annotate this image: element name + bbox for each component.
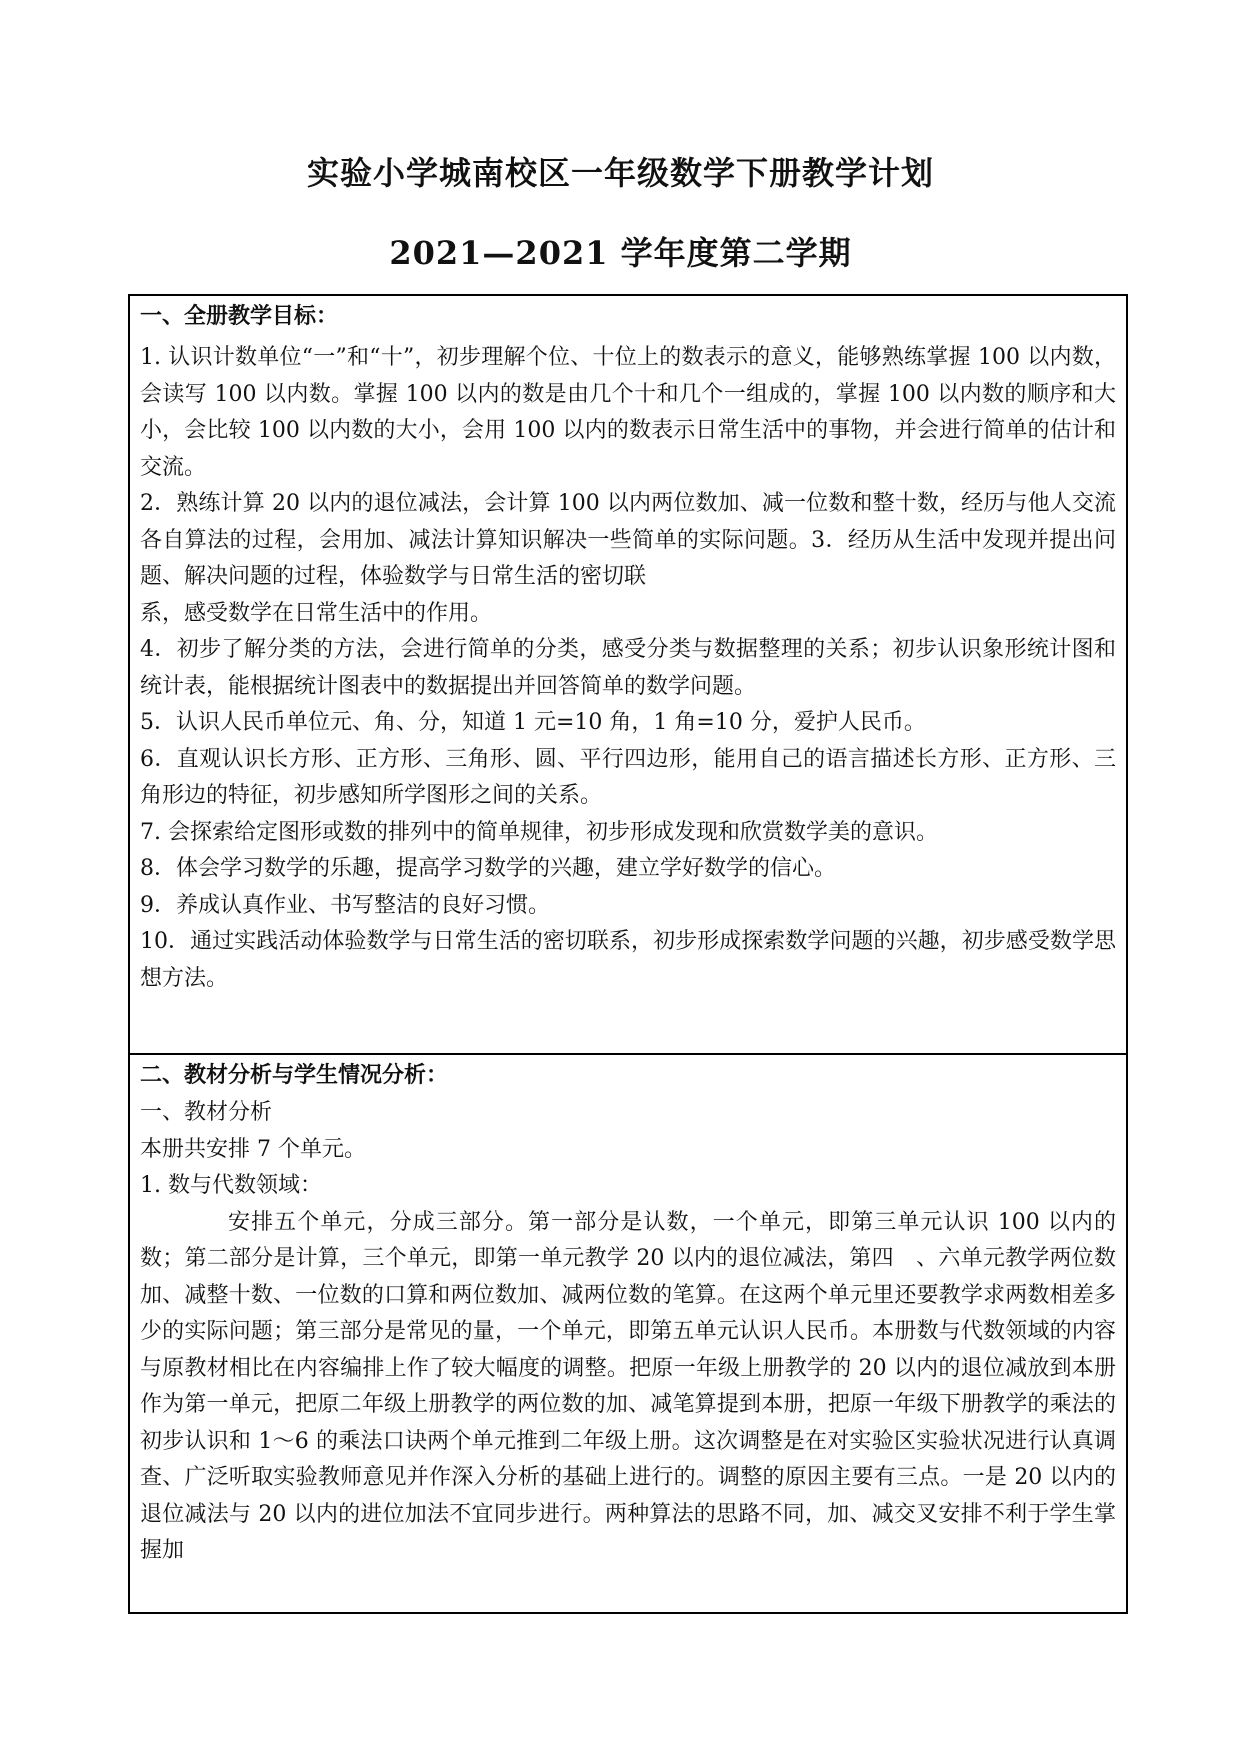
goal-item: 7. 会探索给定图形或数的排列中的简单规律，初步形成发现和欣赏数学美的意识。 <box>140 819 938 845</box>
goal-item: 9．养成认真作业、书写整洁的良好习惯。 <box>140 892 550 918</box>
goal-item: 系，感受数学在日常生活中的作用。 <box>140 600 493 626</box>
subsection-title: 一、教材分析 <box>140 1100 273 1125</box>
analysis-heading: 二、教材分析与学生情况分析： <box>140 1062 449 1088</box>
goal-item: 10．通过实践活动体验数学与日常生活的密切联系，初步形成探索数学问题的兴趣，初步感受数学思想方法。 <box>140 929 1116 991</box>
analysis-section <box>130 1055 1126 1612</box>
analysis-body: 安排五个单元，分成三部分。第一部分是认数，一个单元，即第三单元认识 100 以内的数；第二部分是计算，三个单元，即第一单元教学 20 以内的退位减法，第四 、六单元教学两位数加、减整十数、一位数的口算和两位数加、减两位数的笔算。在这两个单元里还要教学求两数相差多少的实际问题；第三部分是常见的量，一个单元，即第五单元认识人民币。本册数与代数领域的内容与原教材相比在内容编排上作了较大幅度的调整。把原一年级上册教学的 20 以内的退位减放到本册作为第一单元，把原二年级上册教学的两位数的加、减笔算提到本册，把原一年级下册教学的乘法的初步认识和 1～6 的乘法口诀两个单元推到二年级上册。这次调整是在对实验区实验状况进行认真调查、广泛听取实验教师意见并作深入分析的基础上进行的。调整的原因主要有三点。一是 20 以内的退位减法与 20 以内的进位加法不宜同步进行。两种算法的思路不同，加、减交叉安排不利于学生掌握加 <box>140 1209 1116 1563</box>
goals-section <box>130 296 1126 1055</box>
unit-count: 本册共安排 7 个单元。 <box>140 1136 366 1162</box>
goal-item: 2．熟练计算 20 以内的退位减法，会计算 100 以内两位数加、减一位数和整十数，经历与他人交流各自算法的过程，会用加、减法计算知识解决一些简单的实际问题。3．经历从生活中发现并提出问题、解决问题的过程，体验数学与日常生活的密切联 <box>140 491 1116 589</box>
page-title: 实验小学城南校区一年级数学下册教学计划 <box>306 154 934 192</box>
goal-item: 6．直观认识长方形、正方形、三角形、圆、平行四边形，能用自己的语言描述长方形、正方形、三角形边的特征，初步感知所学图形之间的关系。 <box>140 746 1116 808</box>
goals-heading: 一、全册教学目标： <box>140 303 339 329</box>
page-subtitle: 2021—2021 学年度第二学期 <box>389 234 852 272</box>
goal-item: 5．认识人民币单位元、角、分，知道 1 元=10 角，1 角=10 分，爱护人民币。 <box>140 710 926 735</box>
goal-item: 4．初步了解分类的方法，会进行简单的分类，感受分类与数据整理的关系；初步认识象形统计图和统计表，能根据统计图表中的数据提出并回答简单的数学问题。 <box>140 637 1116 699</box>
goal-item: 1. 认识计数单位“一”和“十”，初步理解个位、十位上的数表示的意义，能够熟练掌握 100 以内数，会读写 100 以内数。掌握 100 以内的数是由几个十和几个一组成的，掌握 100 以内数的顺序和大小，会比较 100 以内数的大小，会用 100 以内的数表示日常生活中的事物，并会进行简单的估计和交流。 <box>140 345 1116 480</box>
goal-item: 8．体会学习数学的乐趣，提高学习数学的兴趣，建立学好数学的信心。 <box>140 856 836 881</box>
plan-table <box>128 294 1128 1614</box>
domain-title: 1. 数与代数领域： <box>140 1173 322 1198</box>
